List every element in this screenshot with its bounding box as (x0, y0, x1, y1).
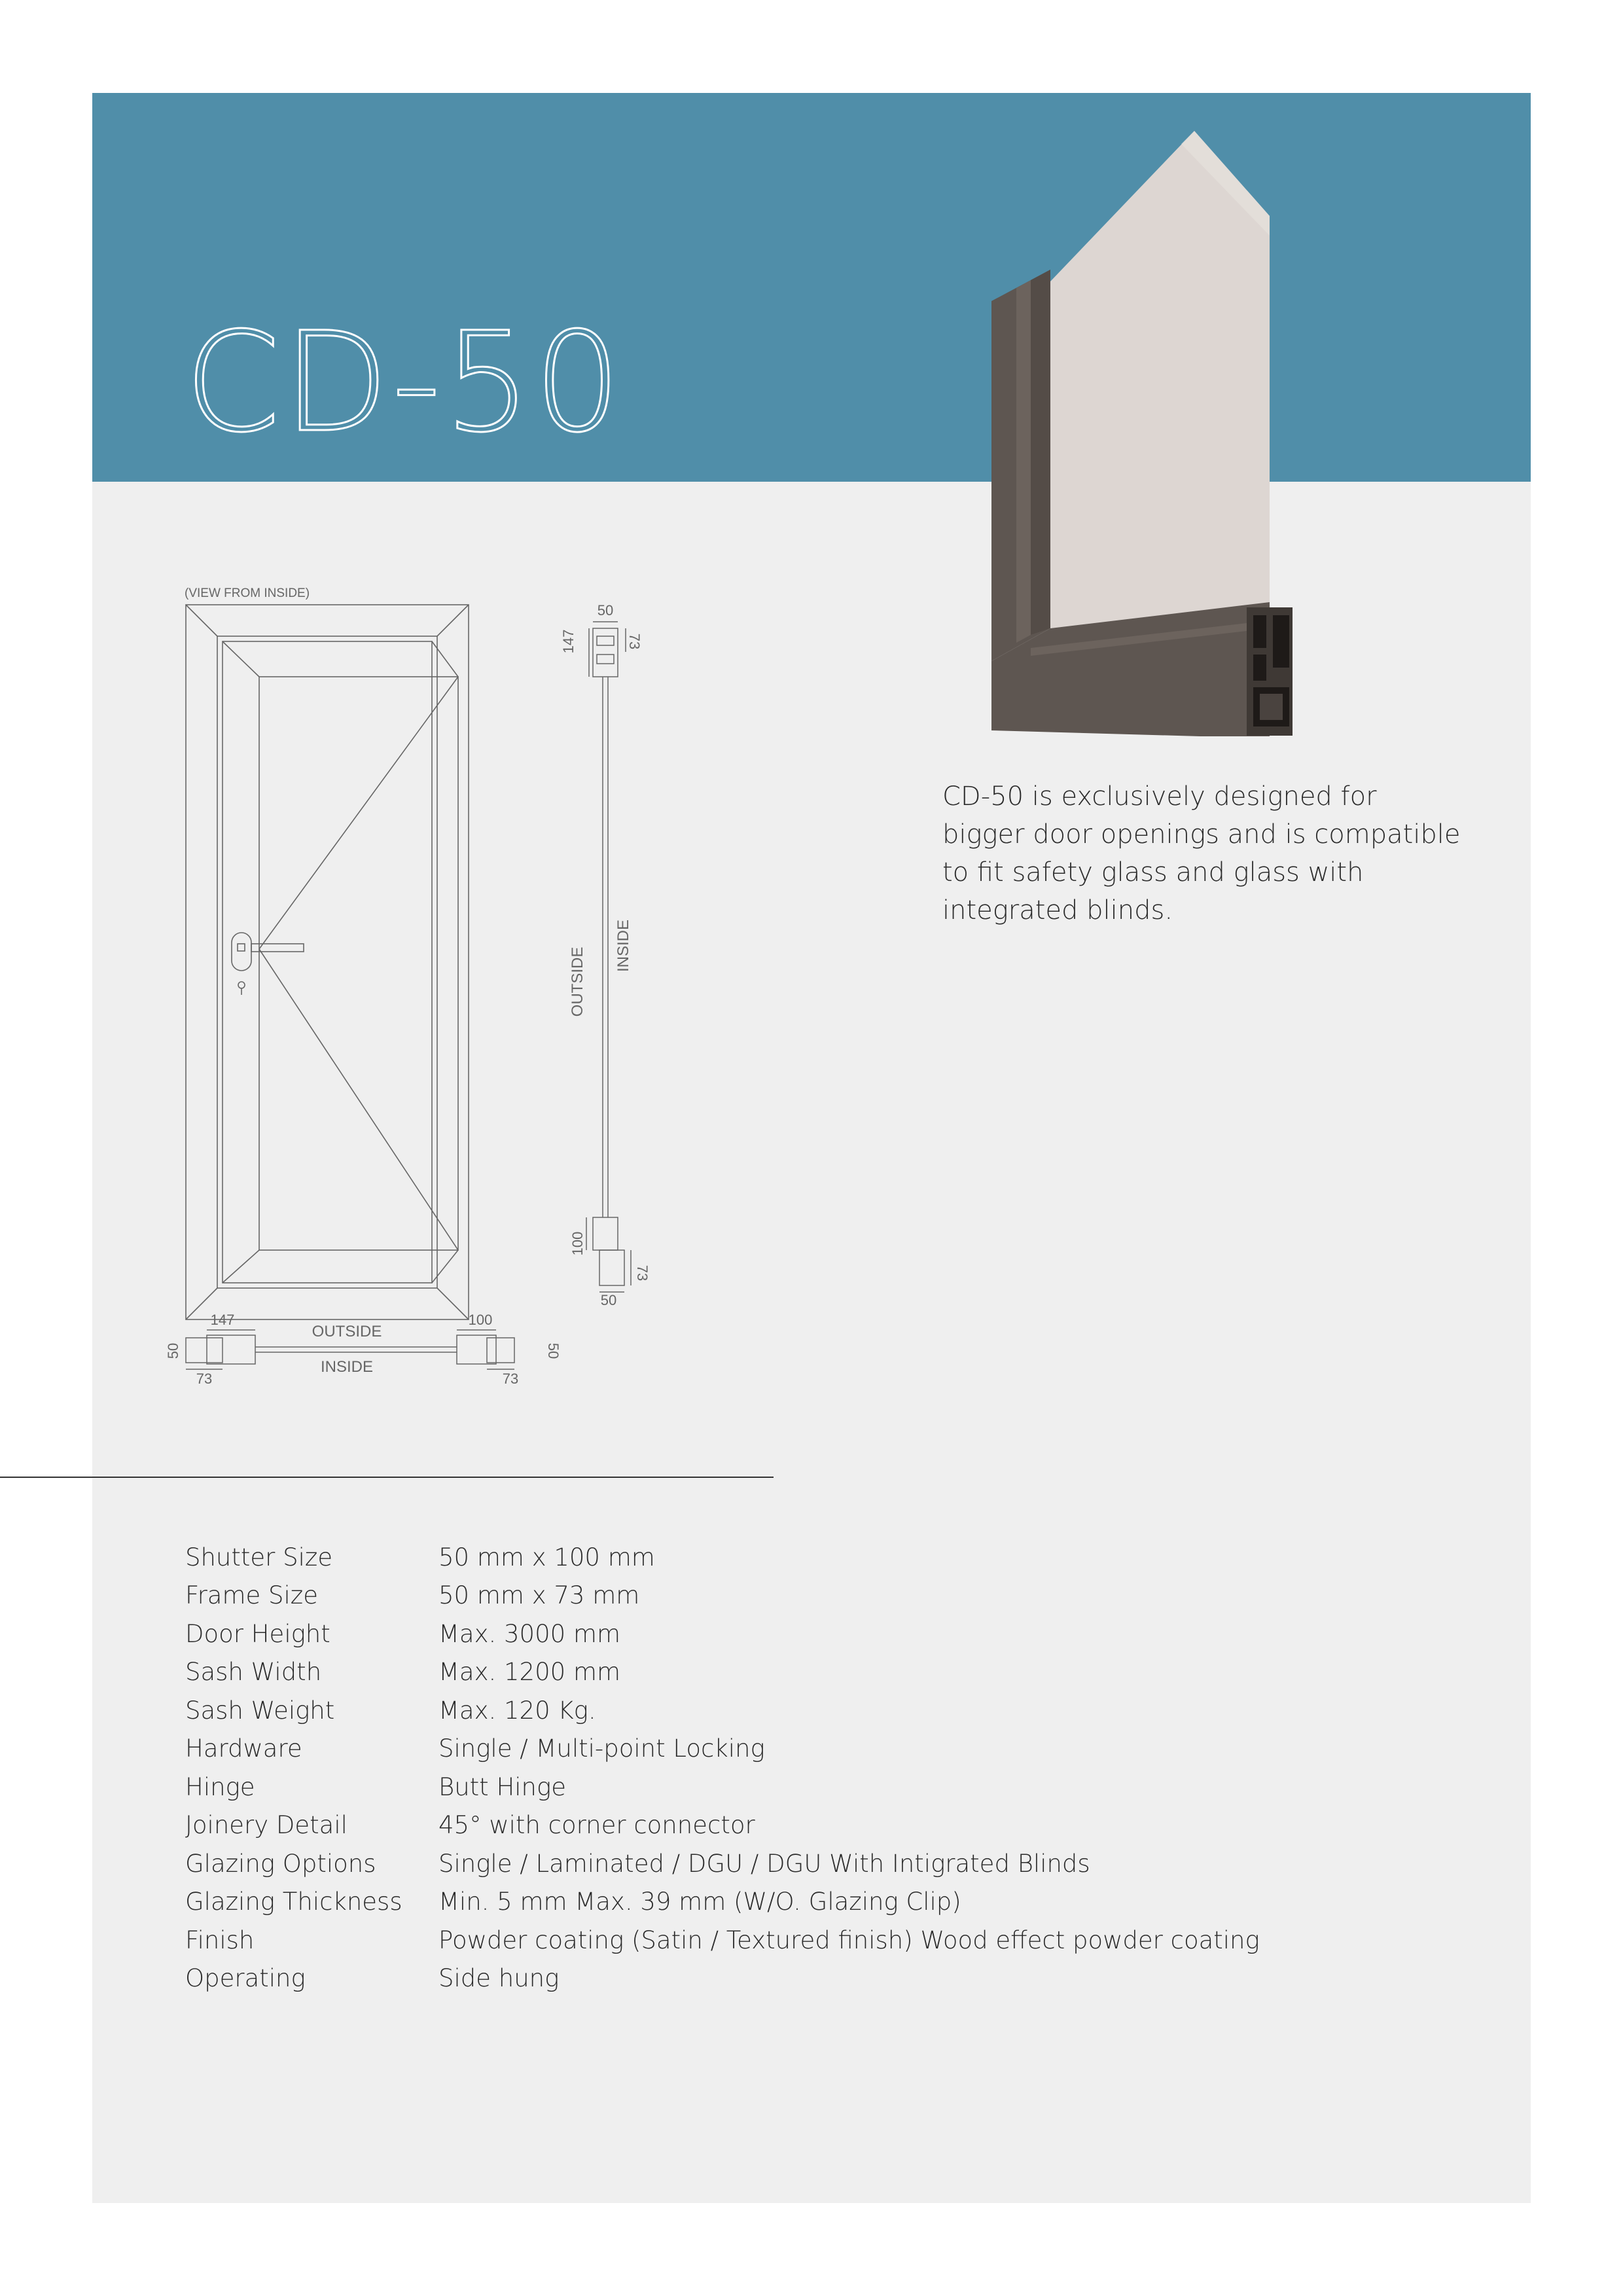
spec-value: Min. 5 mm Max. 39 mm (W/O. Glazing Clip) (438, 1888, 961, 1916)
plan-inside-label: INSIDE (320, 1358, 374, 1376)
section-inside-label: INSIDE (615, 919, 632, 973)
profile-section-image (985, 131, 1293, 736)
spec-row-glazing-options (185, 1844, 1429, 1883)
spec-row-sash-weight (185, 1691, 1429, 1730)
spec-label: Sash Width (185, 1658, 322, 1687)
dim-bottom-width: 50 (600, 1292, 617, 1308)
spec-table (185, 1538, 1429, 1998)
spec-label: Operating (185, 1964, 306, 1993)
spec-label: Frame Size (185, 1581, 318, 1610)
dim-top-width: 50 (597, 602, 614, 619)
dim-right-height: 50 (545, 1342, 562, 1359)
dim-right-depth: 73 (502, 1371, 519, 1387)
section-outside-label: OUTSIDE (569, 946, 586, 1017)
dim-bottom-height: 100 (569, 1231, 586, 1256)
spec-value: Butt Hinge (438, 1772, 566, 1801)
spec-value: 45° with corner connector (438, 1811, 755, 1840)
product-description: CD-50 is exclusively designed for bigger door openings and is compatible to fit safety glass and glass with integrated blinds. (942, 781, 1461, 925)
spec-row-glazing-thickness (185, 1883, 1429, 1922)
spec-label: Hardware (185, 1734, 302, 1763)
spec-value: Max. 3000 mm (438, 1619, 621, 1648)
door-elevation (186, 605, 469, 1319)
spec-value: Single / Multi-point Locking (438, 1734, 765, 1763)
section-divider (0, 1477, 774, 1478)
spec-label: Joinery Detail (185, 1811, 348, 1840)
spec-value: Powder coating (Satin / Textured finish) Wood effect powder coating (438, 1926, 1260, 1954)
spec-value: 50 mm x 73 mm (438, 1581, 640, 1610)
spec-value: Single / Laminated / DGU / DGU With Intigrated Blinds (438, 1849, 1090, 1878)
dim-left-width: 147 (210, 1312, 235, 1328)
spec-row-finish (185, 1921, 1429, 1960)
door-handle-icon (232, 933, 304, 995)
spec-row-shutter-size (185, 1538, 1429, 1577)
spec-value: Max. 120 Kg. (438, 1696, 596, 1725)
spec-row-door-height (185, 1615, 1429, 1653)
spec-row-sash-width (185, 1653, 1429, 1692)
spec-label: Sash Weight (185, 1696, 335, 1725)
spec-label: Door Height (185, 1619, 330, 1648)
spec-row-joinery-detail (185, 1806, 1429, 1845)
dim-left-height: 50 (165, 1342, 181, 1359)
spec-label: Glazing Options (185, 1849, 376, 1878)
dim-left-depth: 73 (196, 1371, 213, 1387)
dim-bottom-depth: 73 (634, 1265, 651, 1282)
spec-value: Side hung (438, 1964, 560, 1993)
spec-row-frame-size (185, 1577, 1429, 1615)
dim-right-width: 100 (468, 1312, 493, 1328)
spec-label: Finish (185, 1926, 255, 1954)
dim-top-depth: 73 (626, 633, 643, 650)
product-title: CD-50 (185, 302, 624, 463)
plan-outside-label: OUTSIDE (312, 1323, 382, 1340)
spec-row-hinge (185, 1768, 1429, 1806)
door-technical-drawing (157, 576, 668, 1401)
view-from-inside-label: (VIEW FROM INSIDE) (185, 586, 310, 600)
spec-value: Max. 1200 mm (438, 1658, 621, 1687)
spec-label: Glazing Thickness (185, 1888, 402, 1916)
dim-top-height: 147 (560, 629, 577, 654)
spec-row-hardware (185, 1730, 1429, 1768)
spec-label: Hinge (185, 1772, 255, 1801)
spec-value: 50 mm x 100 mm (438, 1543, 655, 1571)
spec-row-operating (185, 1960, 1429, 1998)
spec-label: Shutter Size (185, 1543, 333, 1571)
